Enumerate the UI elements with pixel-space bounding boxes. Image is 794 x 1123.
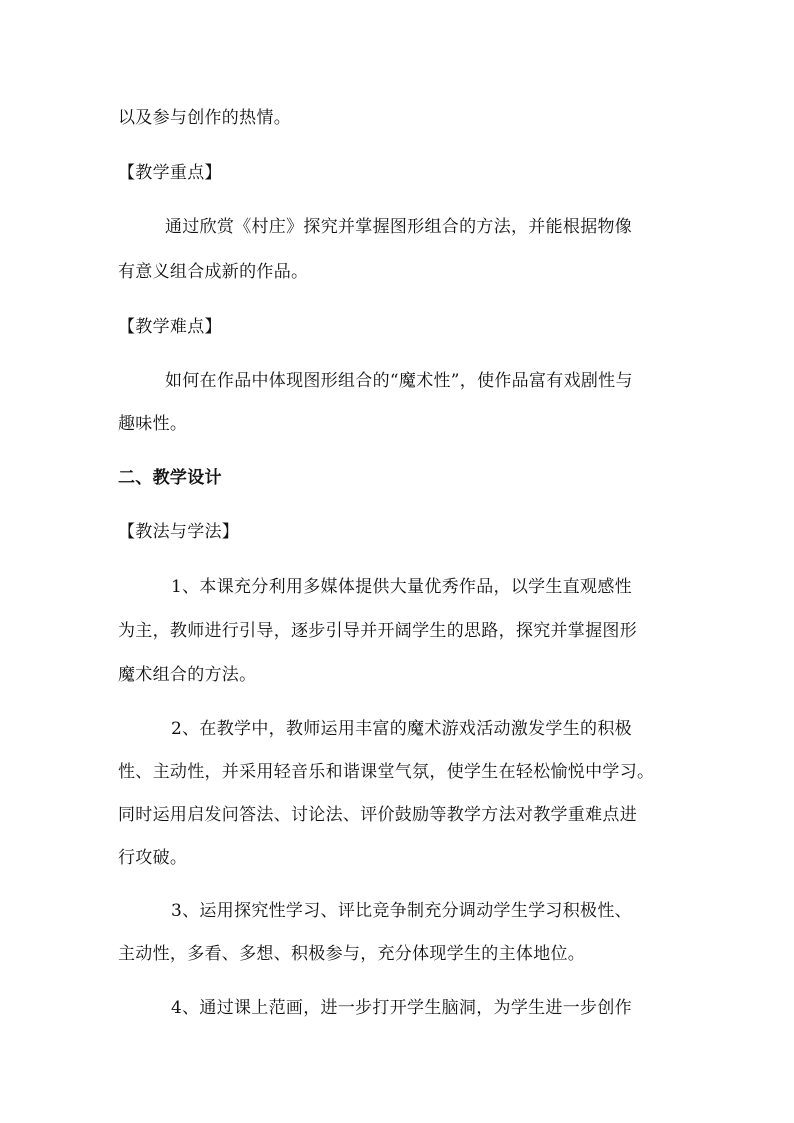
- text-line: 趣味性。: [118, 414, 188, 434]
- text-line: 为主，教师进行引导，逐步引导并开阔学生的思路，探究并掌握图形: [118, 621, 637, 641]
- text-line: 有意义组合成新的作品。: [118, 262, 309, 282]
- text-line: 性、主动性，并采用轻音乐和谐课堂气氛，使学生在轻松愉悦中学习。: [118, 762, 655, 782]
- chapter-heading: 二、教学设计: [118, 468, 222, 488]
- text-line: 4、通过课上范画，进一步打开学生脑洞，为学生进一步创作: [171, 998, 632, 1018]
- text-line: 2、在教学中，教师运用丰富的魔术游戏活动激发学生的积极: [171, 719, 632, 739]
- text-line: 以及参与创作的热情。: [118, 108, 291, 128]
- text-line: 同时运用启发问答法、讨论法、评价鼓励等教学方法对教学重难点进: [118, 805, 637, 825]
- text-line: 行攻破。: [118, 848, 188, 868]
- text-line: 1、本课充分利用多媒体提供大量优秀作品，以学生直观感性: [171, 577, 632, 597]
- text-line: 如何在作品中体现图形组合的“魔术性”，使作品富有戏剧性与: [165, 371, 633, 391]
- section-heading-key-points: 【教学重点】: [118, 163, 222, 183]
- text-line: 魔术组合的方法。: [118, 665, 257, 685]
- section-heading-difficulties: 【教学难点】: [118, 317, 222, 337]
- section-heading-methods: 【教法与学法】: [118, 522, 240, 542]
- text-line: 通过欣赏《村庄》探究并掌握图形组合的方法，并能根据物像: [165, 217, 633, 237]
- text-line: 3、运用探究性学习、评比竞争制充分调动学生学习积极性、: [171, 901, 632, 921]
- text-line: 主动性，多看、多想、积极参与，充分体现学生的主体地位。: [118, 944, 586, 964]
